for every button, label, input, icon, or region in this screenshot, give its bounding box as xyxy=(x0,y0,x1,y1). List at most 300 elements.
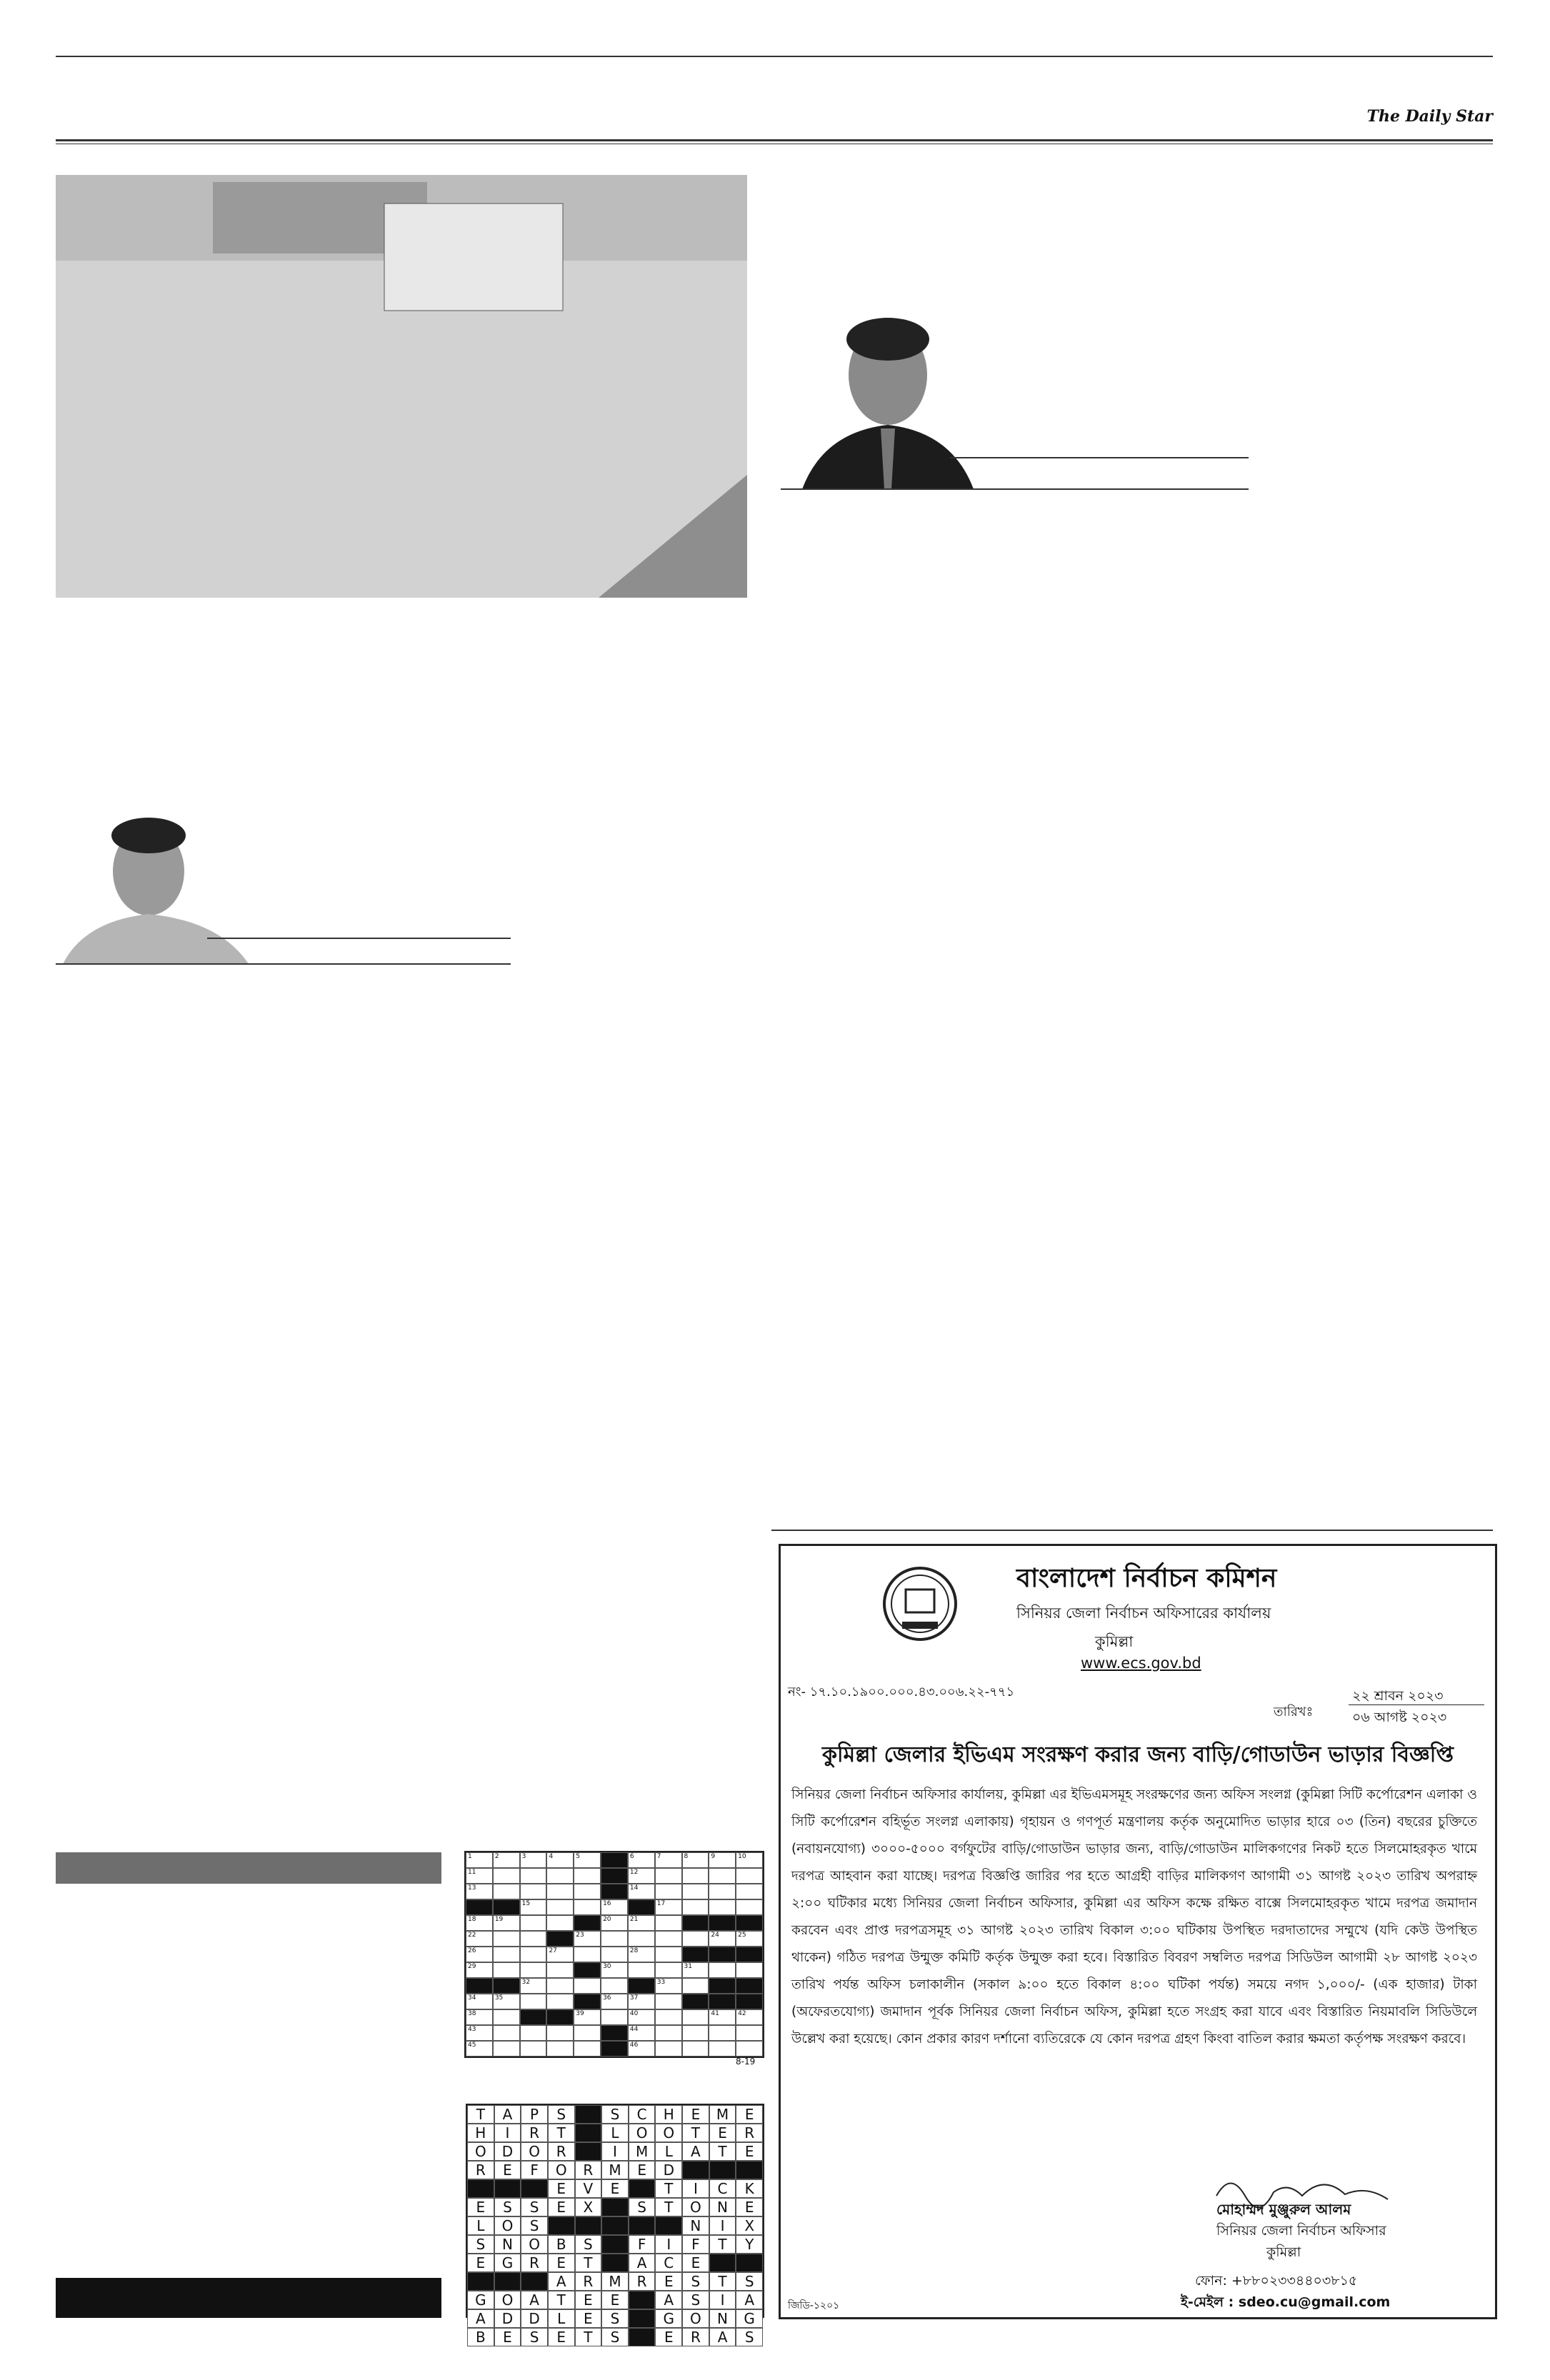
solution-cell: R xyxy=(521,2254,548,2272)
solution-cell: L xyxy=(601,2124,629,2142)
crossword-cell xyxy=(736,1962,763,1978)
crossword-cell xyxy=(601,2041,628,2057)
crossword-cell xyxy=(736,1852,763,1868)
solution-cell: A xyxy=(521,2291,548,2309)
crossword-cell xyxy=(655,1947,682,1962)
notice-email[interactable]: ই-মেইল : sdeo.cu@gmail.com xyxy=(1181,2294,1391,2310)
crossword-cell xyxy=(601,2025,628,2041)
solution-cell: G xyxy=(736,2309,763,2328)
solution-cell: I xyxy=(709,2216,736,2235)
crossword-cell xyxy=(520,2041,547,2057)
solution-cell: L xyxy=(467,2216,494,2235)
solution-cell: O xyxy=(682,2309,709,2328)
crossword-cell xyxy=(546,1884,574,1899)
solution-cell: O xyxy=(682,2198,709,2216)
notice-date-english: ০৬ আগষ্ট ২০২৩ xyxy=(1352,1709,1447,1725)
solution-cell: T xyxy=(575,2254,602,2272)
solution-cell: I xyxy=(682,2179,709,2198)
crossword-cell xyxy=(493,2041,520,2057)
crossword-cell xyxy=(655,2025,682,2041)
clue-number: 16 xyxy=(603,1900,611,1907)
crossword-cell xyxy=(709,1978,736,1994)
clue-number: 35 xyxy=(494,1994,504,2002)
solution-cell: N xyxy=(709,2309,736,2328)
solution-cell: A xyxy=(494,2105,521,2124)
crossword-cell xyxy=(466,1852,493,1868)
solution-cell: T xyxy=(709,2272,736,2291)
crossword-cell xyxy=(655,1978,682,1994)
crossword-cell xyxy=(628,1852,655,1868)
solution-cell xyxy=(494,2179,521,2198)
crossword-cell xyxy=(709,1962,736,1978)
solution-cell: S xyxy=(601,2328,629,2346)
solution-cell: O xyxy=(548,2161,575,2179)
solution-cell: M xyxy=(709,2105,736,2124)
crossword-cell xyxy=(655,2041,682,2057)
crossword-cell xyxy=(574,1884,601,1899)
clue-number: 44 xyxy=(629,2026,639,2033)
crossword-cell xyxy=(493,1868,520,1884)
crossword-cell xyxy=(628,1962,655,1978)
solution-cell: X xyxy=(736,2216,763,2235)
solution-cell xyxy=(629,2179,656,2198)
solution-cell: S xyxy=(601,2309,629,2328)
notice-office: সিনিয়র জেলা নির্বাচন অফিসারের কার্যালয় xyxy=(1016,1605,1271,1622)
crossword-cell xyxy=(601,1884,628,1899)
crossword-cell xyxy=(574,1962,601,1978)
crowd-photo xyxy=(56,175,747,598)
clue-number: 33 xyxy=(656,1979,666,1986)
byline-rule-left-2 xyxy=(56,963,511,965)
solution-cell: S xyxy=(736,2328,763,2346)
crossword-cell xyxy=(520,1978,547,1994)
solution-cell: E xyxy=(575,2291,602,2309)
solution-cell: T xyxy=(548,2124,575,2142)
columnist-photo-right xyxy=(781,307,995,489)
solution-cell: O xyxy=(467,2142,494,2161)
crossword-cell xyxy=(736,1884,763,1899)
solution-cell xyxy=(601,2235,629,2254)
clue-number: 20 xyxy=(603,1916,611,1923)
crossword-cell xyxy=(466,1962,493,1978)
notice-body: সিনিয়র জেলা নির্বাচন অফিসার কার্যালয়, কুমিল্লা এর ইভিএমসমূহ সংরক্ষণের জন্য অফিস সংলগ্ন (কুমিল্লা সিটি কর্পোরেশন এলাকা ও সিটি কর্পোরেশন বহির্ভূত সংলগ্ন এলাকায়) গৃহায়ন ও গণপূর্ত মন্ত্রণালয় কর্তৃক অনুমোদিত ভাড়ার হারে ০৩ (তিন) বছরের চুক্তিতে (নবায়নযোগ্য) ৩০০০-৫০০০ বর্গফুটের বাড়ি/গোডাউন ভাড়ার জন্য, বাড়ি/গোডাউন মালিকগণের নিকট হতে সিলমোহরকৃত খামে দরপত্র আহবান করা যাচ্ছে। দরপত্র বিজ্ঞপ্তি জারির পর হতে আগ্রহী বাড়ির মালিকগণ আগামী ৩১ আগষ্ট ২০২৩ তারিখ অপরাহ্ন ২:০০ ঘটিকার মধ্যে সিনিয়র জেলা নির্বাচন অফিসার, কুমিল্লা এর অফিস কক্ষে রক্ষিত বাক্সে সিলমোহরকৃত খামে দরপত্র জমাদান করবেন এবং প্রাপ্ত দরপত্রসমূহ ৩১ আগষ্ট ২০২৩ তারিখ বিকাল ৩:০০ ঘটিকায় উপস্থিত দরদাতাদের সম্মুখে (যদি কেউ উপস্থিত থাকেন) গঠিত দরপত্র উন্মুক্ত কমিটি কর্তৃক উন্মুক্ত করা হবে। বিস্তারিত বিবরণ সম্বলিত দরপত্র সিডিউল আগামী ২৮ আগষ্ট ২০২৩ তারিখ পর্যন্ত অফিস চলাকালীন (সকাল ৯:০০ হতে বিকাল ৪:০০ ঘটিকা পর্যন্ত) সময়ে নগদ ১,০০০/- (এক হাজার) টাকা (অফেরতযোগ্য) জমাদান পূর্বক সিনিয়র জেলা নির্বাচন অফিস, কুমিল্লা হতে সংগ্রহ করা যাবে এবং বিস্তারিত নিয়মাবলি সিডিউলে উল্লেখ করা হয়েছে। কোন প্রকার কারণ দর্শানো ব্যতিরেকে যে কোন দরপত্র গ্রহণ কিংবা বাতিল করার ক্ষমতা কর্তৃপক্ষ সংরক্ষণ করবে। xyxy=(791,1787,1477,2047)
solution-cell: S xyxy=(682,2272,709,2291)
clue-number: 15 xyxy=(521,1900,531,1907)
clue-number: 25 xyxy=(738,1932,746,1939)
notice-date-label: তারিখঃ xyxy=(1274,1704,1314,1719)
clue-number: 34 xyxy=(468,1994,476,2002)
crossword-cell xyxy=(493,1962,520,1978)
ec-logo-icon xyxy=(881,1565,959,1643)
clue-number: 9 xyxy=(711,1853,716,1860)
crossword-cell xyxy=(601,1962,628,1978)
crossword-cell xyxy=(546,1852,574,1868)
clue-number: 10 xyxy=(738,1853,746,1860)
solution-cell: O xyxy=(629,2124,656,2142)
solution-cell xyxy=(494,2272,521,2291)
crossword-cell xyxy=(736,1868,763,1884)
columnist-photo-left xyxy=(56,807,263,964)
solution-cell: E xyxy=(629,2161,656,2179)
crossword-cell xyxy=(493,2009,520,2025)
crossword-cell xyxy=(682,1899,709,1915)
crossword-cell xyxy=(655,1899,682,1915)
solution-cell: E xyxy=(736,2198,763,2216)
solution-cell: D xyxy=(494,2309,521,2328)
crossword-solution-grid xyxy=(466,2104,764,2346)
crossword-cell xyxy=(493,1931,520,1947)
clue-number: 2 xyxy=(494,1853,499,1860)
solution-cell: S xyxy=(521,2328,548,2346)
crossword-cell xyxy=(709,2041,736,2057)
crossword-cell xyxy=(682,1947,709,1962)
solution-cell: T xyxy=(575,2328,602,2346)
solution-cell: E xyxy=(682,2105,709,2124)
solution-cell: V xyxy=(575,2179,602,2198)
clue-number: 14 xyxy=(629,1884,639,1892)
solution-cell: D xyxy=(494,2142,521,2161)
clue-number: 37 xyxy=(629,1994,639,2002)
solution-cell xyxy=(467,2272,494,2291)
crossword-cell xyxy=(493,1852,520,1868)
crossword-cell xyxy=(628,1994,655,2009)
solution-cell: S xyxy=(521,2198,548,2216)
solution-cell: S xyxy=(736,2272,763,2291)
crossword-cell xyxy=(628,1931,655,1947)
solution-cell: E xyxy=(709,2124,736,2142)
solution-cell: E xyxy=(655,2328,682,2346)
solution-cell: A xyxy=(709,2328,736,2346)
signer-title: সিনিয়র জেলা নির্বাচন অফিসার xyxy=(1216,2223,1386,2239)
crossword-cell xyxy=(655,1931,682,1947)
crossword-cell xyxy=(682,2025,709,2041)
crossword-cell xyxy=(682,1868,709,1884)
notice-website-link[interactable]: www.ecs.gov.bd xyxy=(1081,1655,1201,1672)
solution-cell xyxy=(629,2328,656,2346)
solution-cell: B xyxy=(467,2328,494,2346)
crossword-cell xyxy=(546,1962,574,1978)
clue-number: 12 xyxy=(629,1869,639,1876)
solution-cell xyxy=(575,2142,602,2161)
byline-rule-right-2 xyxy=(781,488,1249,490)
solution-cell: A xyxy=(736,2291,763,2309)
crossword-cell xyxy=(493,1978,520,1994)
solution-cell: E xyxy=(682,2254,709,2272)
solution-cell: E xyxy=(548,2198,575,2216)
crossword-cell xyxy=(709,1868,736,1884)
notice-gd-number: জিডি-১২০১ xyxy=(788,2300,840,2311)
solution-cell xyxy=(601,2198,629,2216)
clue-number: 29 xyxy=(468,1963,476,1970)
byline-rule-right xyxy=(950,457,1249,458)
crossword-cell xyxy=(466,1994,493,2009)
crossword-cell xyxy=(709,1884,736,1899)
signer-name: মোহাম্মদ মুঞ্জুরুল আলম xyxy=(1216,2201,1351,2218)
solution-cell: C xyxy=(655,2254,682,2272)
crossword-cell xyxy=(466,1947,493,1962)
crossword-cell xyxy=(682,2009,709,2025)
solution-cell: E xyxy=(736,2105,763,2124)
notice-date-bangla: ২২ শ্রাবন ২০২৩ xyxy=(1352,1688,1444,1704)
crossword-cell xyxy=(655,1915,682,1931)
solution-cell: I xyxy=(655,2235,682,2254)
solution-cell: N xyxy=(494,2235,521,2254)
crossword-cell xyxy=(574,2041,601,2057)
solution-cell: E xyxy=(494,2161,521,2179)
clue-number: 32 xyxy=(521,1979,531,1986)
solution-cell: S xyxy=(682,2291,709,2309)
portrait-right-art xyxy=(781,307,995,489)
solution-cell: O xyxy=(521,2235,548,2254)
crossword-cell xyxy=(574,1852,601,1868)
clue-number: 28 xyxy=(629,1947,639,1954)
crossword-cell xyxy=(628,1915,655,1931)
crossword-cell xyxy=(466,2041,493,2057)
crossword-cell xyxy=(736,2009,763,2025)
crossword-cell xyxy=(546,2009,574,2025)
solution-cell xyxy=(629,2216,656,2235)
crossword-cell xyxy=(709,1947,736,1962)
clue-number: 23 xyxy=(576,1932,584,1939)
notice-date-divider xyxy=(1349,1704,1484,1705)
crossword-cell xyxy=(709,1931,736,1947)
clue-number: 5 xyxy=(576,1853,580,1860)
solution-cell: T xyxy=(709,2235,736,2254)
solution-cell: G xyxy=(494,2254,521,2272)
solution-cell: M xyxy=(601,2161,629,2179)
solution-cell: A xyxy=(467,2309,494,2328)
clue-number: 19 xyxy=(494,1916,504,1923)
crossword-date-label: 8-19 xyxy=(736,2057,756,2067)
crossword-grid xyxy=(464,1851,764,2058)
clue-number: 42 xyxy=(738,2010,746,2017)
crossword-cell xyxy=(520,2009,547,2025)
crossword-cell xyxy=(628,1884,655,1899)
solution-cell: E xyxy=(467,2198,494,2216)
crossword-cell xyxy=(574,1899,601,1915)
crossword-cell xyxy=(682,1978,709,1994)
clue-number: 38 xyxy=(468,2010,476,2017)
solution-cell: A xyxy=(629,2254,656,2272)
crossword-cell xyxy=(655,2009,682,2025)
crossword-cell xyxy=(493,1947,520,1962)
solution-cell: T xyxy=(655,2179,682,2198)
solution-cell: F xyxy=(521,2161,548,2179)
clue-number: 36 xyxy=(603,1994,611,2002)
crossword-cell xyxy=(466,1915,493,1931)
solution-cell: O xyxy=(494,2216,521,2235)
solution-cell: S xyxy=(601,2105,629,2124)
crossword-cell xyxy=(709,1915,736,1931)
clue-number: 41 xyxy=(711,2010,719,2017)
notice-district: কুমিল্লা xyxy=(1095,1633,1134,1650)
notice-phone: ফোন: +৮৮০২৩৩৪৪০৩৮১৫ xyxy=(1195,2273,1358,2289)
crossword-cell xyxy=(628,1899,655,1915)
signer-district: কুমিল্লা xyxy=(1266,2244,1301,2260)
solution-cell xyxy=(575,2124,602,2142)
solution-cell: R xyxy=(736,2124,763,2142)
crossword-cell xyxy=(520,1947,547,1962)
crossword-cell xyxy=(736,1947,763,1962)
crossword-cell xyxy=(682,1994,709,2009)
crossword-cell xyxy=(466,1868,493,1884)
crossword-cell xyxy=(466,1931,493,1947)
crossword-cell xyxy=(546,1868,574,1884)
clue-number: 21 xyxy=(629,1916,639,1923)
solution-cell: T xyxy=(467,2105,494,2124)
solution-cell: R xyxy=(629,2272,656,2291)
crossword-cell xyxy=(493,1884,520,1899)
crossword-cell xyxy=(520,1852,547,1868)
crossword-cell xyxy=(736,1931,763,1947)
crossword-cell xyxy=(682,1884,709,1899)
crossword-cell xyxy=(520,1899,547,1915)
crossword-cell xyxy=(520,1931,547,1947)
election-commission-notice xyxy=(779,1544,1497,2319)
crossword-cell xyxy=(466,2009,493,2025)
crossword-cell xyxy=(601,1915,628,1931)
clue-number: 4 xyxy=(549,1853,554,1860)
clue-number: 27 xyxy=(549,1947,557,1954)
crossword-cell xyxy=(601,1994,628,2009)
crossword-cell xyxy=(493,2025,520,2041)
solution-cell: A xyxy=(682,2142,709,2161)
clue-number: 7 xyxy=(656,1853,661,1860)
clue-number: 31 xyxy=(684,1963,692,1970)
solution-cell: E xyxy=(467,2254,494,2272)
solution-cell: T xyxy=(548,2291,575,2309)
solution-cell: O xyxy=(521,2142,548,2161)
solution-cell: P xyxy=(521,2105,548,2124)
crossword-cell xyxy=(520,1884,547,1899)
crossword-cell xyxy=(655,1962,682,1978)
clue-number: 11 xyxy=(468,1869,476,1876)
crossword-cell xyxy=(546,1994,574,2009)
solution-cell xyxy=(629,2309,656,2328)
solution-cell xyxy=(601,2254,629,2272)
notice-reference-number: নং- ১৭.১০.১৯০০.০০০.৪৩.০০৬.২২-৭৭১ xyxy=(788,1684,1015,1699)
solution-cell: O xyxy=(655,2124,682,2142)
crossword-cell xyxy=(682,2041,709,2057)
crossword-cell xyxy=(574,1915,601,1931)
crossword-cell xyxy=(574,1868,601,1884)
clue-number: 30 xyxy=(603,1963,611,1970)
solution-cell: B xyxy=(548,2235,575,2254)
solution-cell: M xyxy=(601,2272,629,2291)
solution-cell: H xyxy=(655,2105,682,2124)
crossword-cell xyxy=(493,1899,520,1915)
solution-cell xyxy=(682,2161,709,2179)
solution-cell: I xyxy=(709,2291,736,2309)
solution-cell: R xyxy=(575,2272,602,2291)
solution-cell: E xyxy=(575,2309,602,2328)
solution-cell: S xyxy=(629,2198,656,2216)
solution-cell: K xyxy=(736,2179,763,2198)
solution-cell: H xyxy=(467,2124,494,2142)
crossword-cell xyxy=(520,1868,547,1884)
crossword-cell xyxy=(709,1899,736,1915)
crossword-cell xyxy=(655,1884,682,1899)
crossword-cell xyxy=(601,1947,628,1962)
solution-cell xyxy=(736,2161,763,2179)
crossword-cell xyxy=(655,1994,682,2009)
crossword-cell xyxy=(601,1852,628,1868)
crossword-cell xyxy=(466,2025,493,2041)
solution-cell: A xyxy=(655,2291,682,2309)
clue-number: 40 xyxy=(629,2010,639,2017)
solution-cell xyxy=(601,2216,629,2235)
solution-cell: E xyxy=(601,2291,629,2309)
clue-number: 1 xyxy=(468,1853,472,1860)
notice-headline: কুমিল্লা জেলার ইভিএম সংরক্ষণ করার জন্য বাড়ি/গোডাউন ভাড়ার বিজ্ঞপ্তি xyxy=(821,1742,1454,1767)
solution-cell: N xyxy=(709,2198,736,2216)
crossword-cell xyxy=(736,2025,763,2041)
solution-cell: T xyxy=(655,2198,682,2216)
crossword-cell xyxy=(546,1931,574,1947)
crossword-cell xyxy=(682,1962,709,1978)
solution-cell: D xyxy=(521,2309,548,2328)
solution-cell: E xyxy=(548,2328,575,2346)
solution-cell: R xyxy=(548,2142,575,2161)
masthead: The Daily Star xyxy=(1366,107,1493,126)
puzzle-header-bar xyxy=(56,1852,441,1884)
crossword-cell xyxy=(574,1994,601,2009)
masthead-rule xyxy=(56,139,1493,141)
byline-rule-left xyxy=(207,938,511,939)
crossword-cell xyxy=(574,1978,601,1994)
crossword-cell xyxy=(601,1978,628,1994)
crossword-cell xyxy=(682,1915,709,1931)
solution-cell: O xyxy=(494,2291,521,2309)
crossword-cell xyxy=(736,1899,763,1915)
crossword-cell xyxy=(546,1899,574,1915)
solution-cell xyxy=(709,2161,736,2179)
crossword-cell xyxy=(574,2025,601,2041)
solution-cell xyxy=(521,2272,548,2291)
solution-cell: N xyxy=(682,2216,709,2235)
crossword-cell xyxy=(466,1978,493,1994)
solution-cell: S xyxy=(494,2198,521,2216)
clue-number: 26 xyxy=(468,1947,476,1954)
crossword-cell xyxy=(682,1931,709,1947)
crossword-cell xyxy=(709,1994,736,2009)
solution-cell: F xyxy=(629,2235,656,2254)
solution-cell: E xyxy=(736,2142,763,2161)
clue-number: 39 xyxy=(576,2010,584,2017)
crossword-cell xyxy=(736,1978,763,1994)
solution-cell xyxy=(655,2216,682,2235)
crossword-cell xyxy=(655,1868,682,1884)
crossword-cell xyxy=(493,1915,520,1931)
solution-cell: R xyxy=(521,2124,548,2142)
crossword-cell xyxy=(546,2025,574,2041)
crossword-cell xyxy=(574,1931,601,1947)
solution-cell: E xyxy=(548,2179,575,2198)
solution-cell: E xyxy=(601,2179,629,2198)
solution-cell xyxy=(467,2179,494,2198)
portrait-left-art xyxy=(56,807,263,964)
crossword-cell xyxy=(709,2025,736,2041)
solution-cell: M xyxy=(629,2142,656,2161)
crossword-cell xyxy=(628,1978,655,1994)
top-rule xyxy=(56,56,1493,57)
crossword-cell xyxy=(466,1899,493,1915)
clue-number: 18 xyxy=(468,1916,476,1923)
clue-number: 45 xyxy=(468,2042,476,2049)
crossword-cell xyxy=(601,1931,628,1947)
crossword-cell xyxy=(736,2041,763,2057)
solution-cell: T xyxy=(709,2142,736,2161)
